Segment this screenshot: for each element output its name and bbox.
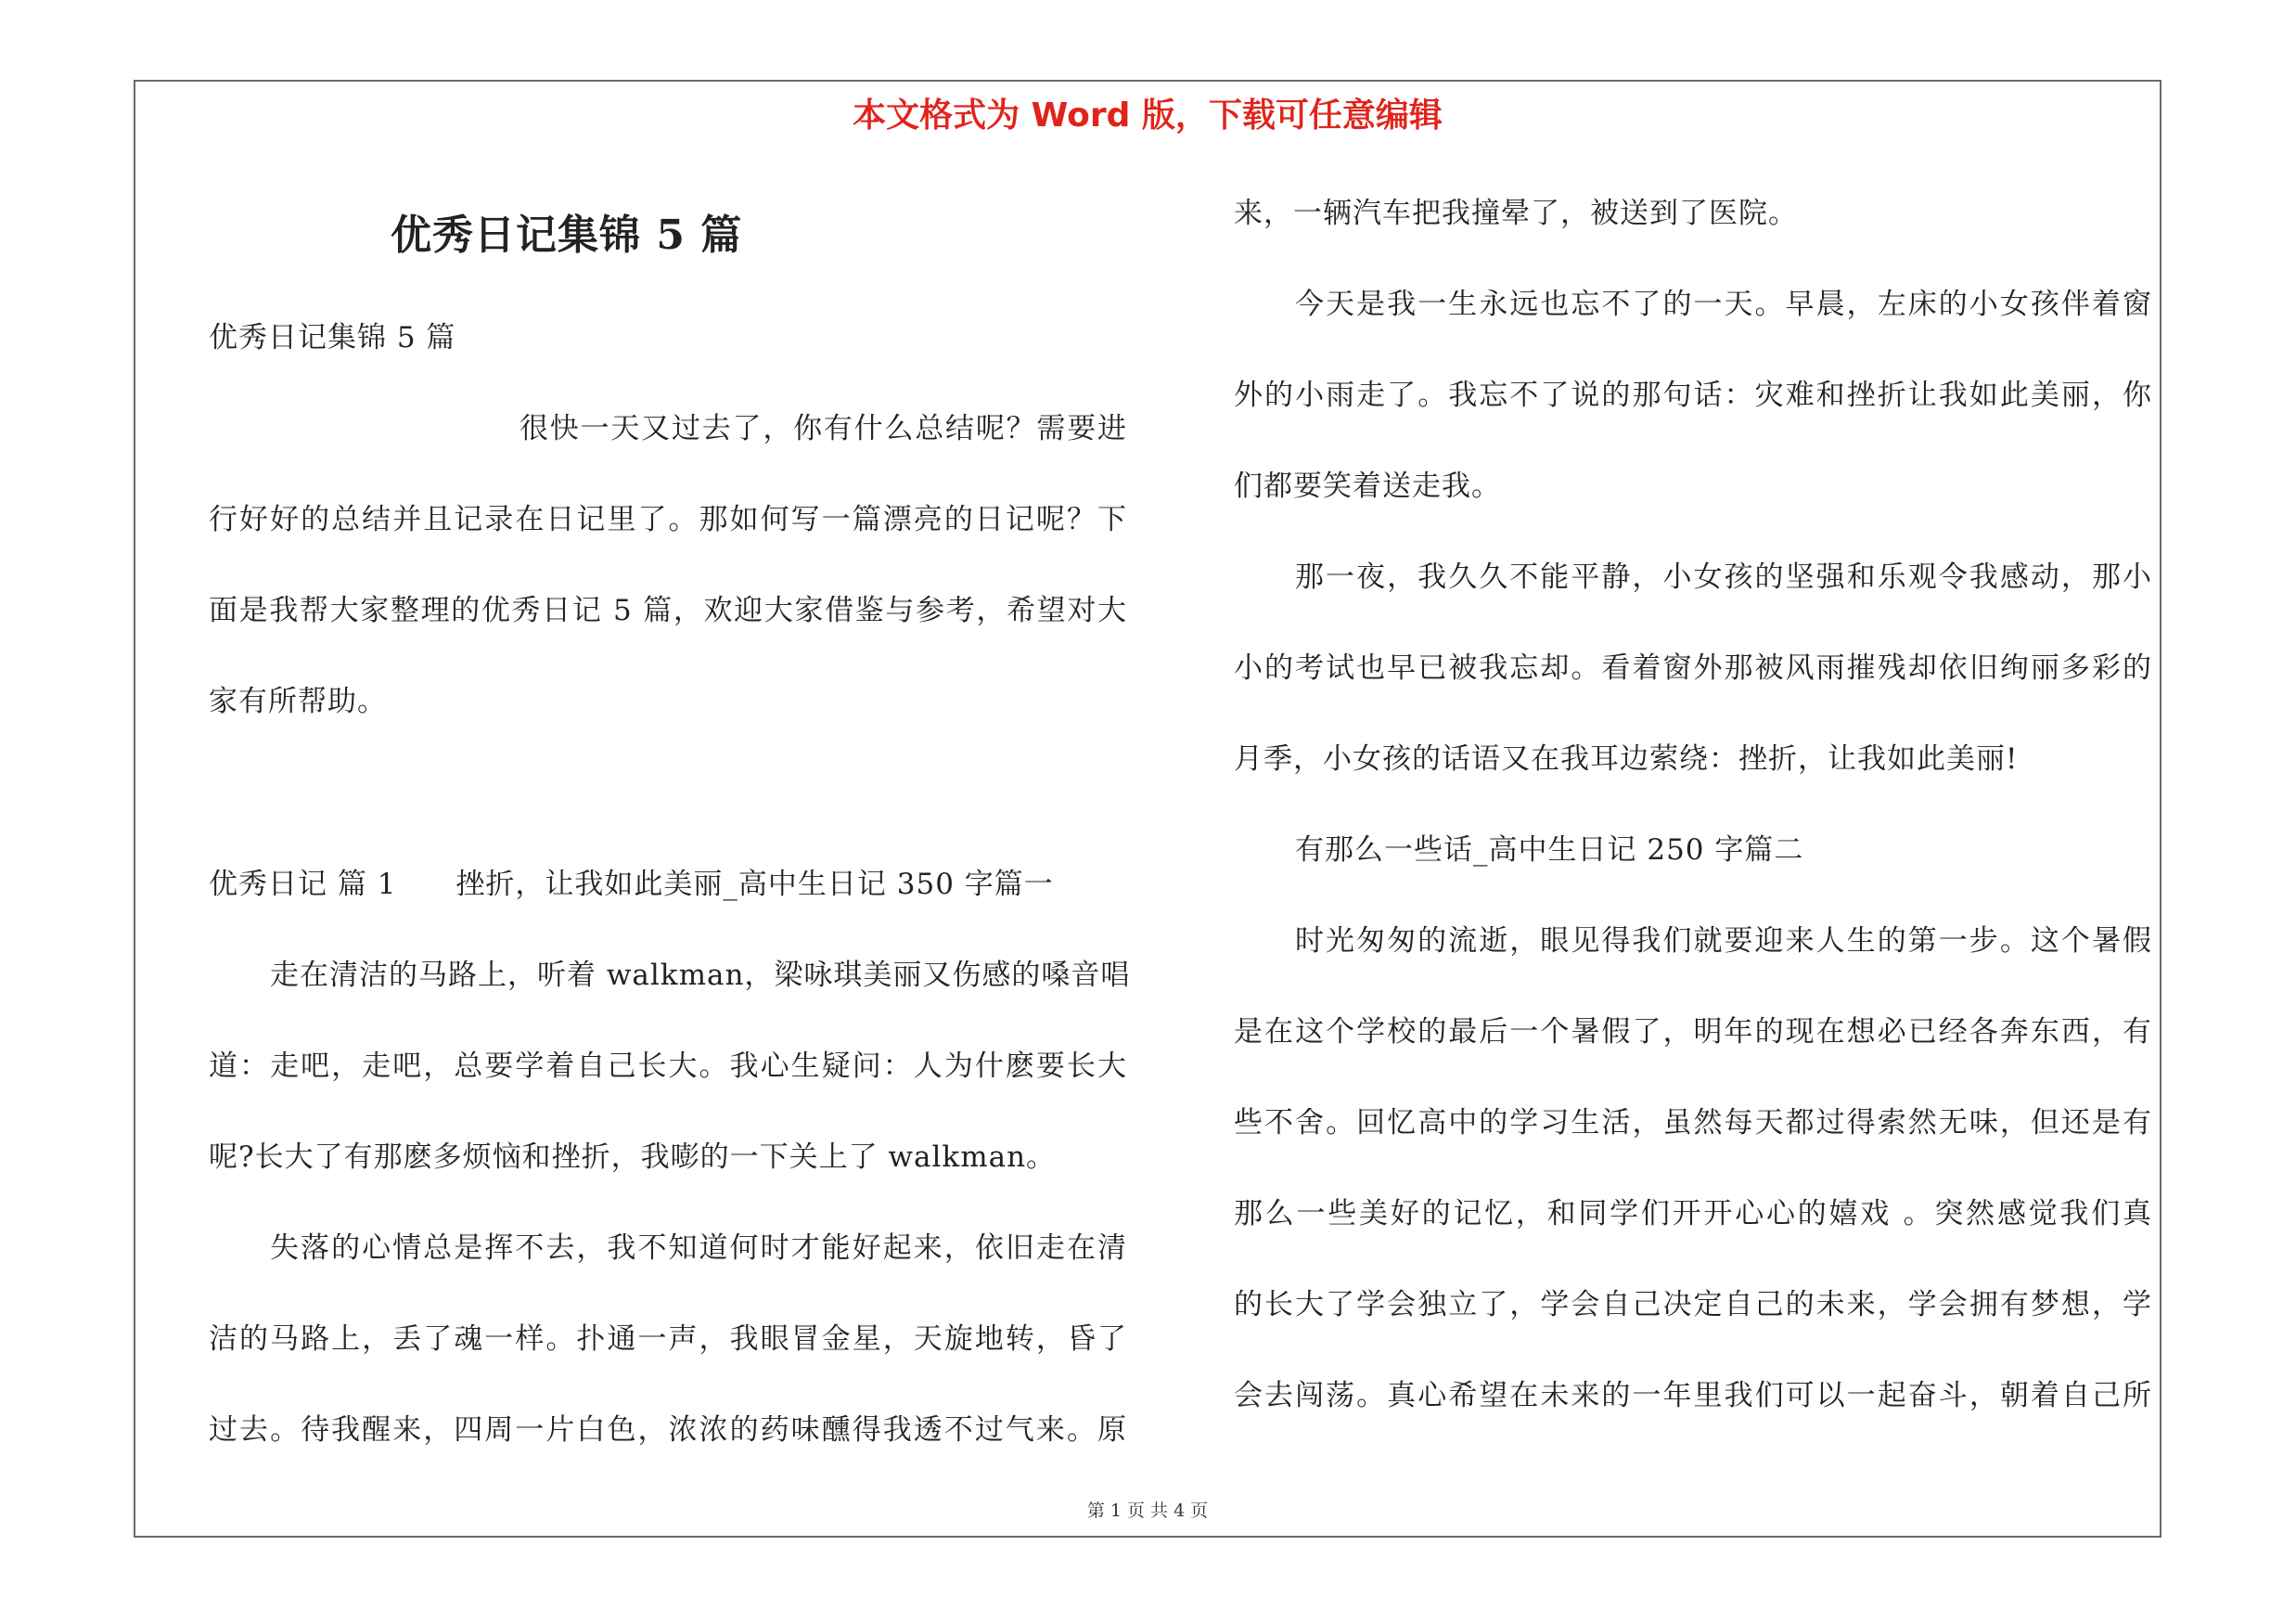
body-line: 些不舍。回忆高中的学习生活，虽然每天都过得索然无味，但还是有 (1234, 1106, 2152, 1140)
intro-line: 家有所帮助。 (209, 685, 387, 718)
body-line: 会去闯荡。真心希望在未来的一年里我们可以一起奋斗，朝着自己所 (1234, 1379, 2152, 1412)
body-line: 小的考试也早已被我忘却。看着窗外那被风雨摧残却依旧绚丽多彩的 (1234, 651, 2152, 685)
body-line: 失落的心情总是挥不去，我不知道何时才能好起来，依旧走在清 (270, 1231, 1127, 1265)
body-line: 的长大了学会独立了，学会自己决定自己的未来，学会拥有梦想，学 (1234, 1288, 2152, 1321)
intro-line: 很快一天又过去了，你有什么总结呢？需要进 (519, 412, 1127, 445)
document-title: 优秀日记集锦 5 篇 (391, 212, 743, 259)
body-line: 们都要笑着送走我。 (1234, 470, 1501, 503)
body-line: 时光匆匆的流逝，眼见得我们就要迎来人生的第一步。这个暑假 (1295, 924, 2152, 958)
body-line: 来，一辆汽车把我撞晕了，被送到了医院。 (1234, 197, 1798, 230)
document-page (134, 80, 2161, 1538)
body-line: 那一夜，我久久不能平静，小女孩的坚强和乐观令我感动，那小 (1295, 560, 2152, 594)
body-line: 外的小雨走了。我忘不了说的那句话：灾难和挫折让我如此美丽，你 (1234, 379, 2152, 412)
body-line: 那么一些美好的记忆，和同学们开开心心的嬉戏 。突然感觉我们真 (1234, 1197, 2152, 1230)
body-line: 道：走吧，走吧，总要学着自己长大。我心生疑问：人为什麽要长大 (209, 1050, 1127, 1083)
body-line: 呢?长大了有那麽多烦恼和挫折，我嘭的一下关上了 walkman。 (209, 1140, 1057, 1174)
body-line: 今天是我一生永远也忘不了的一天。早晨，左床的小女孩伴着窗 (1295, 288, 2152, 321)
format-banner: 本文格式为 Word 版，下载可任意编辑 (853, 97, 1443, 135)
section-heading: 优秀日记 篇 1 挫折，让我如此美丽_高中生日记 350 字篇一 (209, 868, 1054, 901)
intro-line: 行好好的总结并且记录在日记里了。那如何写一篇漂亮的日记呢？下 (209, 503, 1127, 536)
body-line: 走在清洁的马路上，听着 walkman，梁咏琪美丽又伤感的嗓音唱 (270, 959, 1131, 992)
subtitle-line: 优秀日记集锦 5 篇 (209, 321, 456, 354)
body-line: 过去。待我醒来，四周一片白色，浓浓的药味醺得我透不过气来。原 (209, 1413, 1127, 1447)
body-line: 洁的马路上，丢了魂一样。扑通一声，我眼冒金星，天旋地转，昏了 (209, 1322, 1127, 1356)
body-line: 是在这个学校的最后一个暑假了，明年的现在想必已经各奔东西，有 (1234, 1015, 2152, 1049)
section-heading: 有那么一些话_高中生日记 250 字篇二 (1295, 833, 1804, 867)
body-line: 月季，小女孩的话语又在我耳边萦绕：挫折，让我如此美丽! (1234, 742, 2019, 776)
intro-line: 面是我帮大家整理的优秀日记 5 篇，欢迎大家借鉴与参考，希望对大 (209, 594, 1127, 627)
page-footer: 第 1 页 共 4 页 (1086, 1501, 1209, 1521)
